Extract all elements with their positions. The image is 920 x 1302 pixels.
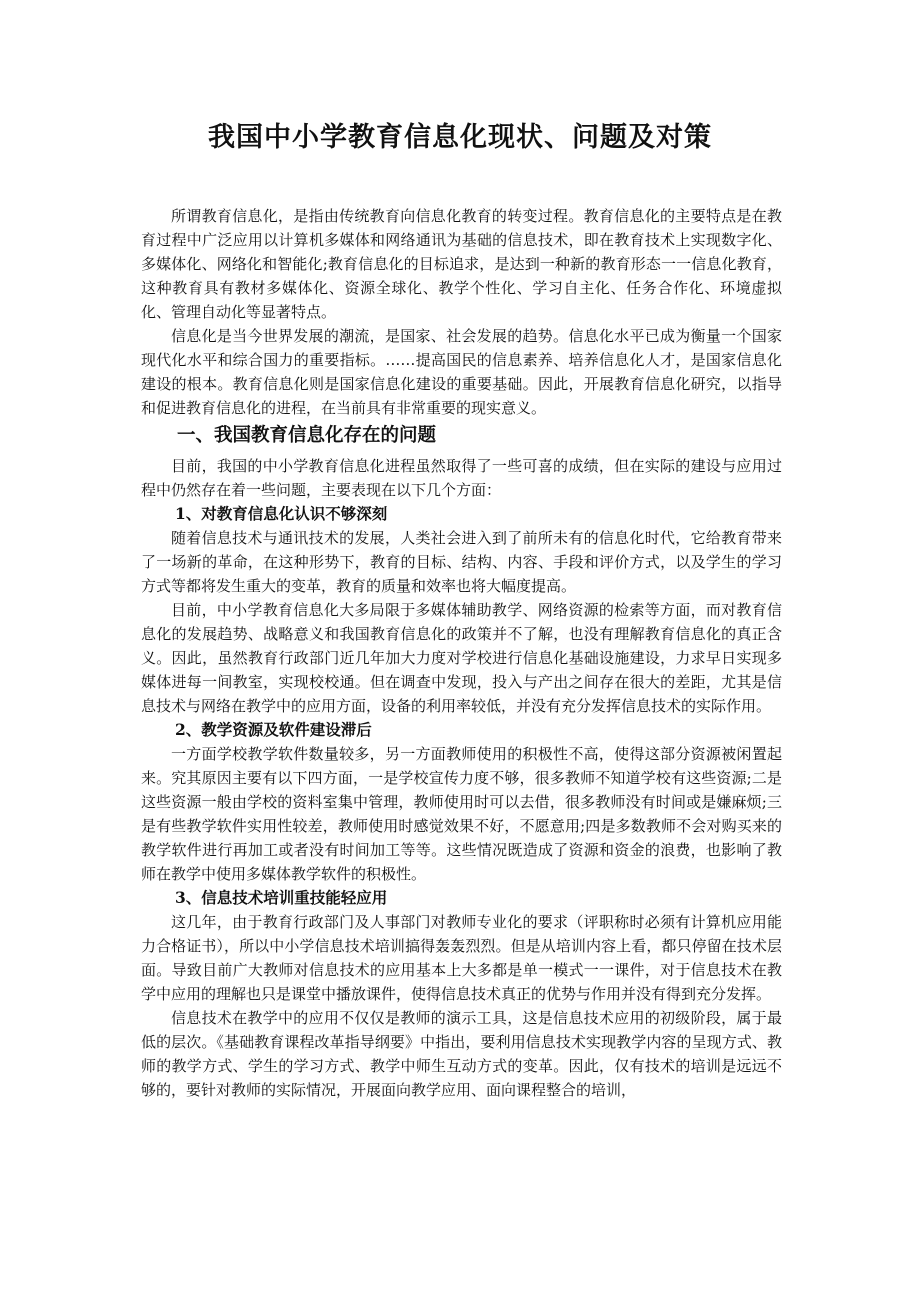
subsection-3-paragraph-1: 这几年，由于教育行政部门及人事部门对教师专业化的要求（评职称时必须有计算机应用能力合格证书），所以中小学信息技术培训搞得轰轰烈烈。但是从培训内容上看，都只停留在技术层面。导致目前广大教师对信息技术的应用基本上大多都是单一模式一一课件，对于信息技术在教学中应用的理解也只是课堂中播放课件，使得信息技术真正的优势与作用并没有得到充分发挥。 — [141, 913, 782, 1003]
document-title: 我国中小学教育信息化现状、问题及对策 — [208, 122, 712, 153]
section-1-paragraph: 目前，我国的中小学教育信息化进程虽然取得了一些可喜的成绩，但在实际的建设与应用过程中仍然存在着一些问题，主要表现在以下几个方面： — [141, 457, 782, 499]
intro-paragraph-2: 信息化是当今世界发展的潮流，是国家、社会发展的趋势。信息化水平已成为衡量一个国家现代化水平和综合国力的重要指标。……提高国民的信息素养、培养信息化人才，是国家信息化建设的根本。教育信息化则是国家信息化建设的重要基础。因此，开展教育信息化研究，以指导和促进教育信息化的进程，在当前具有非常重要的现实意义。 — [141, 327, 782, 417]
subsection-1-paragraph-1: 随着信息技术与通讯技术的发展，人类社会进入到了前所未有的信息化时代，它给教育带来了一场新的革命，在这种形势下，教育的目标、结构、内容、手段和评价方式，以及学生的学习方式等都将发生重大的变革，教育的质量和效率也将大幅度提高。 — [141, 529, 782, 595]
subsection-3-heading: 3、信息技术培训重技能轻应用 — [175, 888, 388, 907]
subsection-3-paragraph-2: 信息技术在教学中的应用不仅仅是教师的演示工具，这是信息技术应用的初级阶段，属于最低的层次。《基础教育课程改革指导纲要》中指出，要利用信息技术实现教学内容的呈现方式、教师的教学方式、学生的学习方式、教学中师生互动方式的变革。因此，仅有技术的培训是远远不够的，要针对教师的实际情况，开展面向教学应用、面向课程整合的培训， — [141, 1009, 782, 1099]
subsection-1-heading: 1、对教育信息化认识不够深刻 — [175, 504, 388, 523]
intro-paragraph-1: 所谓教育信息化，是指由传统教育向信息化教育的转变过程。教育信息化的主要特点是在教育过程中广泛应用以计算机多媒体和网络通讯为基础的信息技术，即在教育技术上实现数字化、多媒体化、网络化和智能化;教育信息化的目标追求，是达到一种新的教育形态一一信息化教育，这种教育具有教材多媒体化、资源全球化、教学个性化、学习自主化、任务合作化、环境虚拟化、管理自动化等显著特点。 — [141, 207, 782, 321]
subsection-2-heading: 2、教学资源及软件建设滞后 — [175, 720, 372, 739]
section-1-heading: 一、我国教育信息化存在的问题 — [177, 425, 437, 446]
subsection-1-paragraph-2: 目前，中小学教育信息化大多局限于多媒体辅助教学、网络资源的检索等方面，而对教育信息化的发展趋势、战略意义和我国教育信息化的政策并不了解，也没有理解教育信息化的真正含义。因此，虽然教育行政部门近几年加大力度对学校进行信息化基础设施建设，力求早日实现多媒体进每一间教室，实现校校通。但在调查中发现，投入与产出之间存在很大的差距，尤其是信息技术与网络在教学中的应用方面，设备的利用率较低，并没有充分发挥信息技术的实际作用。 — [141, 601, 782, 715]
document-body — [141, 204, 782, 1102]
subsection-2-paragraph-1: 一方面学校教学软件数量较多，另一方面教师使用的积极性不高，使得这部分资源被闲置起来。究其原因主要有以下四方面，一是学校宣传力度不够，很多教师不知道学校有这些资源;二是这些资源一般由学校的资料室集中管理，教师使用时可以去借，很多教师没有时间或是嫌麻烦;三是有些教学软件实用性较差，教师使用时感觉效果不好，不愿意用;四是多数教师不会对购买来的教学软件进行再加工或者没有时间加工等等。这些情况既造成了资源和资金的浪费，也影响了教师在教学中使用多媒体教学软件的积极性。 — [141, 745, 782, 883]
